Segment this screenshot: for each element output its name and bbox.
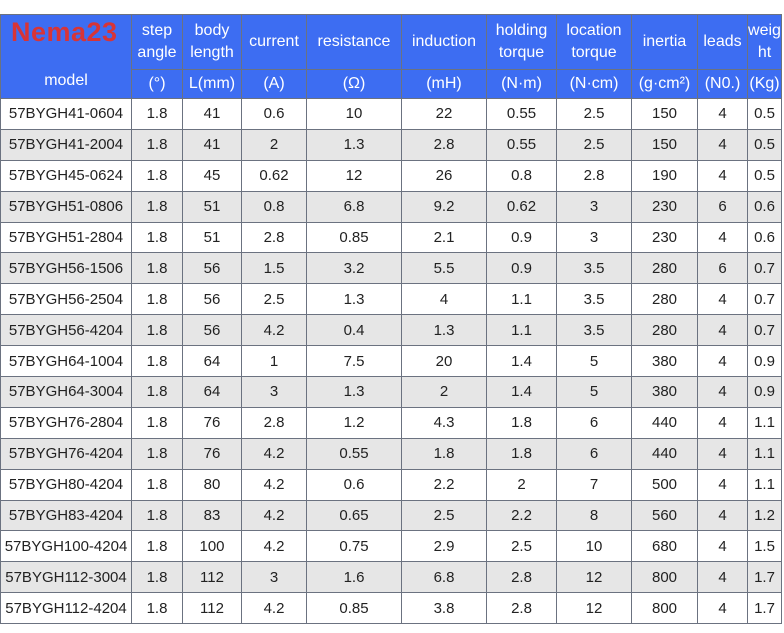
cell-location-torque: 2.8: [557, 160, 632, 191]
cell-step-angle: 1.8: [132, 469, 183, 500]
table-row: [1, 284, 782, 315]
cell-location-torque: 12: [557, 593, 632, 624]
cell-resistance: 3.2: [307, 253, 402, 284]
cell-body-length: 56: [183, 284, 242, 315]
cell-body-length: 76: [183, 438, 242, 469]
cell-model: 57BYGH64-1004: [1, 346, 132, 377]
cell-body-length: 56: [183, 315, 242, 346]
unit-induction: (mH): [402, 70, 487, 99]
cell-body-length: 100: [183, 531, 242, 562]
cell-model: 57BYGH76-2804: [1, 407, 132, 438]
cell-induction: 9.2: [402, 191, 487, 222]
cell-resistance: 6.8: [307, 191, 402, 222]
cell-body-length: 56: [183, 253, 242, 284]
unit-step-angle: (°): [132, 70, 183, 99]
cell-resistance: 0.55: [307, 438, 402, 469]
table-body: [1, 99, 782, 624]
cell-induction: 6.8: [402, 562, 487, 593]
cell-holding-torque: 1.4: [487, 346, 557, 377]
cell-weight: 0.9: [748, 346, 782, 377]
cell-current: 1: [242, 346, 307, 377]
cell-leads: 4: [698, 346, 748, 377]
cell-inertia: 800: [632, 562, 698, 593]
cell-location-torque: 6: [557, 407, 632, 438]
cell-step-angle: 1.8: [132, 593, 183, 624]
cell-holding-torque: 2.8: [487, 593, 557, 624]
spec-table: [0, 14, 782, 624]
cell-resistance: 0.85: [307, 593, 402, 624]
cell-holding-torque: 0.9: [487, 253, 557, 284]
cell-inertia: 280: [632, 315, 698, 346]
cell-leads: 4: [698, 469, 748, 500]
table-header: [1, 15, 782, 99]
cell-induction: 2: [402, 377, 487, 408]
table-row: [1, 438, 782, 469]
cell-body-length: 41: [183, 129, 242, 160]
cell-current: 3: [242, 562, 307, 593]
cell-inertia: 560: [632, 500, 698, 531]
cell-holding-torque: 1.8: [487, 438, 557, 469]
cell-weight: 0.7: [748, 253, 782, 284]
cell-resistance: 7.5: [307, 346, 402, 377]
cell-location-torque: 3.5: [557, 253, 632, 284]
cell-inertia: 380: [632, 346, 698, 377]
cell-step-angle: 1.8: [132, 346, 183, 377]
cell-inertia: 280: [632, 284, 698, 315]
cell-location-torque: 7: [557, 469, 632, 500]
cell-model: 57BYGH41-0604: [1, 99, 132, 130]
cell-weight: 0.9: [748, 377, 782, 408]
header-induction: induction: [402, 15, 487, 70]
cell-step-angle: 1.8: [132, 315, 183, 346]
cell-model: 57BYGH56-2504: [1, 284, 132, 315]
cell-body-length: 83: [183, 500, 242, 531]
cell-model: 57BYGH112-4204: [1, 593, 132, 624]
cell-model: 57BYGH56-4204: [1, 315, 132, 346]
table-row: [1, 346, 782, 377]
cell-inertia: 230: [632, 222, 698, 253]
cell-current: 3: [242, 377, 307, 408]
cell-inertia: 440: [632, 438, 698, 469]
cell-model: 57BYGH76-4204: [1, 438, 132, 469]
cell-location-torque: 3: [557, 222, 632, 253]
cell-leads: 4: [698, 562, 748, 593]
table-row: [1, 407, 782, 438]
unit-body-length: L(mm): [183, 70, 242, 99]
cell-location-torque: 10: [557, 531, 632, 562]
cell-location-torque: 2.5: [557, 129, 632, 160]
cell-current: 4.2: [242, 531, 307, 562]
cell-model: 57BYGH64-3004: [1, 377, 132, 408]
table-row: [1, 562, 782, 593]
cell-weight: 0.7: [748, 315, 782, 346]
cell-body-length: 64: [183, 346, 242, 377]
cell-induction: 2.8: [402, 129, 487, 160]
cell-holding-torque: 2.8: [487, 562, 557, 593]
header-leads: leads: [698, 15, 748, 70]
cell-weight: 1.1: [748, 407, 782, 438]
cell-induction: 3.8: [402, 593, 487, 624]
cell-current: 1.5: [242, 253, 307, 284]
cell-step-angle: 1.8: [132, 160, 183, 191]
cell-leads: 4: [698, 438, 748, 469]
unit-holding-torque: (N·m): [487, 70, 557, 99]
cell-body-length: 112: [183, 562, 242, 593]
cell-model: 57BYGH41-2004: [1, 129, 132, 160]
cell-resistance: 1.3: [307, 129, 402, 160]
cell-holding-torque: 2.5: [487, 531, 557, 562]
cell-weight: 0.5: [748, 160, 782, 191]
cell-inertia: 800: [632, 593, 698, 624]
cell-holding-torque: 1.1: [487, 315, 557, 346]
cell-inertia: 680: [632, 531, 698, 562]
cell-weight: 0.5: [748, 99, 782, 130]
cell-weight: 0.5: [748, 129, 782, 160]
cell-step-angle: 1.8: [132, 99, 183, 130]
cell-leads: 4: [698, 593, 748, 624]
cell-holding-torque: 1.4: [487, 377, 557, 408]
table-row: [1, 469, 782, 500]
cell-location-torque: 3.5: [557, 315, 632, 346]
cell-holding-torque: 2.2: [487, 500, 557, 531]
cell-location-torque: 6: [557, 438, 632, 469]
cell-resistance: 0.75: [307, 531, 402, 562]
unit-leads: (N0.): [698, 70, 748, 99]
cell-current: 0.6: [242, 99, 307, 130]
header-inertia: inertia: [632, 15, 698, 70]
cell-body-length: 76: [183, 407, 242, 438]
table-row: [1, 99, 782, 130]
cell-model: 57BYGH112-3004: [1, 562, 132, 593]
cell-step-angle: 1.8: [132, 253, 183, 284]
cell-location-torque: 3.5: [557, 284, 632, 315]
cell-inertia: 150: [632, 99, 698, 130]
cell-body-length: 64: [183, 377, 242, 408]
cell-step-angle: 1.8: [132, 500, 183, 531]
cell-inertia: 190: [632, 160, 698, 191]
cell-body-length: 41: [183, 99, 242, 130]
cell-step-angle: 1.8: [132, 407, 183, 438]
cell-induction: 26: [402, 160, 487, 191]
unit-resistance: (Ω): [307, 70, 402, 99]
cell-step-angle: 1.8: [132, 191, 183, 222]
cell-model: 57BYGH56-1506: [1, 253, 132, 284]
header-weight: weight: [748, 15, 782, 70]
unit-inertia: (g·cm²): [632, 70, 698, 99]
cell-weight: 0.6: [748, 222, 782, 253]
table-row: [1, 377, 782, 408]
cell-induction: 1.8: [402, 438, 487, 469]
cell-holding-torque: 0.8: [487, 160, 557, 191]
header-current: current: [242, 15, 307, 70]
cell-resistance: 1.2: [307, 407, 402, 438]
header-resistance: resistance: [307, 15, 402, 70]
cell-step-angle: 1.8: [132, 531, 183, 562]
cell-inertia: 280: [632, 253, 698, 284]
cell-holding-torque: 0.62: [487, 191, 557, 222]
cell-weight: 0.7: [748, 284, 782, 315]
cell-current: 4.2: [242, 469, 307, 500]
cell-leads: 4: [698, 531, 748, 562]
cell-resistance: 0.4: [307, 315, 402, 346]
cell-current: 4.2: [242, 593, 307, 624]
cell-inertia: 150: [632, 129, 698, 160]
table-row: [1, 191, 782, 222]
cell-weight: 1.5: [748, 531, 782, 562]
cell-current: 4.2: [242, 500, 307, 531]
cell-location-torque: 3: [557, 191, 632, 222]
cell-step-angle: 1.8: [132, 438, 183, 469]
cell-step-angle: 1.8: [132, 222, 183, 253]
cell-induction: 1.3: [402, 315, 487, 346]
cell-leads: 4: [698, 315, 748, 346]
cell-model: 57BYGH83-4204: [1, 500, 132, 531]
cell-induction: 2.9: [402, 531, 487, 562]
cell-current: 4.2: [242, 315, 307, 346]
cell-model: 57BYGH51-2804: [1, 222, 132, 253]
cell-resistance: 0.65: [307, 500, 402, 531]
header-holding-torque: holding torque: [487, 15, 557, 70]
cell-leads: 4: [698, 407, 748, 438]
cell-induction: 2.5: [402, 500, 487, 531]
cell-resistance: 0.6: [307, 469, 402, 500]
cell-leads: 6: [698, 191, 748, 222]
cell-location-torque: 5: [557, 377, 632, 408]
cell-current: 2: [242, 129, 307, 160]
cell-leads: 4: [698, 284, 748, 315]
cell-inertia: 500: [632, 469, 698, 500]
cell-resistance: 1.3: [307, 284, 402, 315]
cell-model: 57BYGH51-0806: [1, 191, 132, 222]
cell-body-length: 51: [183, 191, 242, 222]
cell-weight: 1.1: [748, 469, 782, 500]
table-row: [1, 160, 782, 191]
cell-resistance: 1.3: [307, 377, 402, 408]
cell-resistance: 0.85: [307, 222, 402, 253]
header-model: [1, 15, 132, 99]
cell-location-torque: 8: [557, 500, 632, 531]
cell-induction: 20: [402, 346, 487, 377]
cell-induction: 5.5: [402, 253, 487, 284]
header-location-torque: location torque: [557, 15, 632, 70]
cell-induction: 22: [402, 99, 487, 130]
cell-body-length: 51: [183, 222, 242, 253]
cell-holding-torque: 1.1: [487, 284, 557, 315]
table-row: [1, 253, 782, 284]
cell-body-length: 45: [183, 160, 242, 191]
cell-weight: 1.7: [748, 562, 782, 593]
cell-current: 0.62: [242, 160, 307, 191]
unit-location-torque: (N·cm): [557, 70, 632, 99]
cell-induction: 2.2: [402, 469, 487, 500]
cell-model: 57BYGH45-0624: [1, 160, 132, 191]
cell-current: 0.8: [242, 191, 307, 222]
table-row: [1, 593, 782, 624]
cell-induction: 2.1: [402, 222, 487, 253]
cell-model: 57BYGH80-4204: [1, 469, 132, 500]
cell-step-angle: 1.8: [132, 284, 183, 315]
cell-weight: 0.6: [748, 191, 782, 222]
header-body-length: body length: [183, 15, 242, 70]
cell-inertia: 230: [632, 191, 698, 222]
cell-step-angle: 1.8: [132, 377, 183, 408]
cell-holding-torque: 0.55: [487, 129, 557, 160]
cell-inertia: 380: [632, 377, 698, 408]
cell-leads: 4: [698, 377, 748, 408]
cell-current: 2.8: [242, 407, 307, 438]
cell-current: 2.8: [242, 222, 307, 253]
cell-weight: 1.2: [748, 500, 782, 531]
cell-step-angle: 1.8: [132, 129, 183, 160]
cell-location-torque: 5: [557, 346, 632, 377]
cell-leads: 4: [698, 129, 748, 160]
unit-weight: (Kg): [748, 70, 782, 99]
cell-holding-torque: 0.55: [487, 99, 557, 130]
cell-location-torque: 12: [557, 562, 632, 593]
table-row: [1, 315, 782, 346]
cell-weight: 1.7: [748, 593, 782, 624]
brand-watermark: Nema23: [11, 17, 118, 47]
cell-current: 4.2: [242, 438, 307, 469]
table-row: [1, 129, 782, 160]
cell-holding-torque: 2: [487, 469, 557, 500]
cell-leads: 4: [698, 160, 748, 191]
header-step-angle: step angle: [132, 15, 183, 70]
cell-location-torque: 2.5: [557, 99, 632, 130]
table-row: [1, 531, 782, 562]
cell-leads: 6: [698, 253, 748, 284]
cell-leads: 4: [698, 99, 748, 130]
header-label: model: [44, 72, 88, 89]
cell-resistance: 10: [307, 99, 402, 130]
cell-body-length: 80: [183, 469, 242, 500]
cell-leads: 4: [698, 222, 748, 253]
unit-current: (A): [242, 70, 307, 99]
cell-leads: 4: [698, 500, 748, 531]
cell-resistance: 1.6: [307, 562, 402, 593]
cell-holding-torque: 0.9: [487, 222, 557, 253]
cell-body-length: 112: [183, 593, 242, 624]
cell-induction: 4.3: [402, 407, 487, 438]
cell-step-angle: 1.8: [132, 562, 183, 593]
table-row: [1, 222, 782, 253]
cell-resistance: 12: [307, 160, 402, 191]
cell-inertia: 440: [632, 407, 698, 438]
cell-induction: 4: [402, 284, 487, 315]
table-row: [1, 500, 782, 531]
cell-current: 2.5: [242, 284, 307, 315]
cell-model: 57BYGH100-4204: [1, 531, 132, 562]
cell-holding-torque: 1.8: [487, 407, 557, 438]
cell-weight: 1.1: [748, 438, 782, 469]
